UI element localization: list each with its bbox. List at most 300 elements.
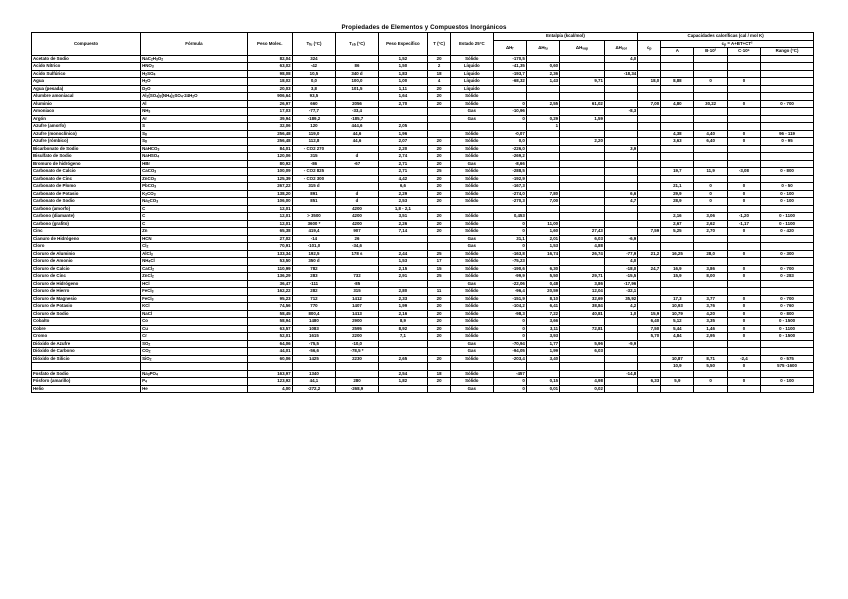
cell-cp [638,235,661,243]
cell-rango [761,370,814,378]
cell-dhfu [526,258,559,266]
cell-formula: ZnCl$_2$ [141,273,248,281]
cell-a: 8,88 [661,78,694,86]
cell-dhf: -99,9 [493,273,526,281]
cell-cp [638,355,661,363]
cell-peso-molec: 95,23 [247,295,292,303]
cell-dhf: -70,94 [493,340,526,348]
cell-a: 10,87 [661,355,694,363]
cell-temperatura: 20 [428,93,451,101]
cell-b [694,123,727,131]
cell-cp [638,303,661,311]
cell-dhvap: 6,03 [560,235,605,243]
cell-formula: Co [141,318,248,326]
table-row [32,55,814,63]
cell-cp [638,370,661,378]
cell-dhf: -288,5 [493,168,526,176]
cell-dhsol [604,100,637,108]
cell-b: 0 [694,183,727,191]
cell-dhf: 0 [493,333,526,341]
cell-peso-molec: 70,91 [247,243,292,251]
cell-dhfu [526,370,559,378]
cell-temperatura [428,243,451,251]
cell-c: 0 [727,303,760,311]
cell-dhfu [526,160,559,168]
cell-compuesto: Alumbre amoniacal [32,93,141,101]
cell-dhfu: 3,40 [526,355,559,363]
table-row [32,70,814,78]
cell-peso-molec: 4,00 [247,385,292,393]
cell-peso-molec: 63,02 [247,63,292,71]
table-row [32,115,814,123]
cell-dhf: -163,8 [493,250,526,258]
cell-compuesto: Cianuro de Hidrógeno [32,235,141,243]
cell-peso-especifico: 1,99 [378,303,427,311]
cell-peso-molec: 906,64 [247,93,292,101]
cell-b [694,235,727,243]
header-tfu: $T_{fu}$ (°C) [292,33,336,56]
header-capacidades: Capacidades caloríficas (cal / mol K) [638,33,814,41]
cell-c: 0 [727,250,760,258]
cell-temperatura: 20 [428,138,451,146]
table-row [32,175,814,183]
cell-dhfu: 2,36 [526,70,559,78]
cell-cp [638,243,661,251]
header-rango: Rango (°C) [761,48,814,56]
cell-peso-molec: 82,04 [247,55,292,63]
cell-rango: 0 - 100 [761,190,814,198]
cell-cp [638,220,661,228]
cell-peso-molec: 120,06 [247,153,292,161]
cell-estado: Sólido [451,168,493,176]
cell-peso-molec: 53,50 [247,258,292,266]
cell-c: 0 [727,265,760,273]
cell-compuesto: Dióxido de Carbono [32,348,141,356]
cell-dhvap [560,190,605,198]
cell-b: 3,76 [694,303,727,311]
cell-estado [451,123,493,131]
cell-c [727,205,760,213]
table-row [32,213,814,221]
cell-dhfu [526,168,559,176]
cell-peso-molec: 256,48 [247,130,292,138]
cell-teb [336,183,378,191]
cell-dhf: -457 [493,370,526,378]
cell-peso-molec: 123,92 [247,378,292,386]
cell-rango: 0 - 800 [761,310,814,318]
cell-cp: 18,0 [638,78,661,86]
cell-c: 0 [727,318,760,326]
cell-cp: 7,00 [638,100,661,108]
cell-b: 0 [694,190,727,198]
cell-teb: 4200 [336,220,378,228]
cell-c: -1,20 [727,213,760,221]
cell-cp [638,273,661,281]
cell-b [694,280,727,288]
cell-formula: Ar [141,115,248,123]
cell-b: 1,46 [694,325,727,333]
cell-dhfu [526,175,559,183]
cell-dhfu [526,93,559,101]
properties-table [31,32,814,393]
cell-dhvap [560,363,605,371]
cell-tfu: 119,0 [292,130,336,138]
cell-formula: $H_2O$ [141,78,248,86]
table-row [32,190,814,198]
cell-temperatura: 25 [428,273,451,281]
cell-dhsol: -18,34 [604,70,637,78]
cell-estado: Gas [451,243,493,251]
cell-estado: Sólido [451,55,493,63]
cell-cp [638,63,661,71]
cell-formula: $K_2CO_3$ [141,190,248,198]
cell-formula: Cu [141,325,248,333]
cell-dhfu: 1,43 [526,78,559,86]
cell-dhsol: -14,8 [604,370,637,378]
cell-rango: 0 - 50 [761,183,814,191]
cell-dhsol [604,363,637,371]
cell-estado: Sólido [451,138,493,146]
cell-estado: Sólido [451,295,493,303]
cell-rango: 0 - 95 [761,138,814,146]
table-row [32,235,814,243]
cell-formula: $S_8$ [141,138,248,146]
cell-peso-especifico: 2,44 [378,250,427,258]
cell-estado: Sólido [451,378,493,386]
cell-peso-molec: 256,48 [247,138,292,146]
cell-peso-especifico [378,385,427,393]
cell-temperatura: 18 [428,370,451,378]
cell-dhf: 0 [493,100,526,108]
cell-formula: C [141,213,248,221]
cell-rango [761,115,814,123]
cell-temperatura: 20 [428,213,451,221]
cell-peso-molec: 60,06 [247,355,292,363]
cell-c [727,280,760,288]
cell-peso-especifico: 8,92 [378,325,427,333]
table-row [32,265,814,273]
header-compuesto: Compuesto [32,33,141,56]
cell-teb: 44,6 [336,130,378,138]
cell-peso-especifico [378,115,427,123]
cell-temperatura: 20 [428,85,451,93]
cell-cp [638,123,661,131]
cell-dhsol [604,333,637,341]
cell-compuesto: Carbono (amorfo) [32,205,141,213]
cell-dhsol [604,205,637,213]
cell-formula: $NaC_2H_3O_2$ [141,55,248,63]
cell-estado: Gas [451,280,493,288]
cell-compuesto: Agua (pesada) [32,85,141,93]
cell-a [661,108,694,116]
cell-dhf: 0 [493,318,526,326]
cell-tfu: 712 [292,295,336,303]
cell-dhvap: 26,74 [560,250,605,258]
table-row [32,250,814,258]
cell-peso-molec: 12,01 [247,205,292,213]
cell-c: 0 [727,100,760,108]
cell-dhsol [604,348,637,356]
cell-teb: 1412 [336,295,378,303]
cell-dhsol: -15,5 [604,273,637,281]
cell-peso-molec [247,363,292,371]
cell-cp: 15,9 [638,310,661,318]
cell-peso-especifico: 2,15 [378,265,427,273]
cell-dhfu: 7,22 [526,310,559,318]
table-row [32,205,814,213]
cell-b: 4,20 [694,310,727,318]
cell-teb [336,55,378,63]
cell-a [661,85,694,93]
cell-temperatura: 20 [428,303,451,311]
cell-tfu: 112,8 [292,138,336,146]
cell-formula: $Cl_2$ [141,243,248,251]
cell-peso-especifico [378,363,427,371]
table-row [32,318,814,326]
cell-tfu: 782 [292,265,336,273]
cell-b: 8,71 [694,355,727,363]
cell-c [727,85,760,93]
cell-dhfu [526,363,559,371]
cell-cp [638,175,661,183]
cell-c [727,370,760,378]
cell-tfu: -56,6 [292,348,336,356]
cell-compuesto: Azufre (amorfo) [32,123,141,131]
cell-b [694,160,727,168]
table-row [32,130,814,138]
cell-dhsol [604,220,637,228]
cell-tfu: 891 [292,190,336,198]
cell-temperatura [428,280,451,288]
cell-a [661,70,694,78]
cell-estado: Sólido [451,198,493,206]
cell-estado: Sólido [451,228,493,236]
cell-tfu: -111 [292,280,336,288]
cell-teb: 1413 [336,310,378,318]
cell-teb: d [336,153,378,161]
cell-dhvap: 4,98 [560,378,605,386]
cell-a [661,385,694,393]
cell-dhfu: 0,60 [526,63,559,71]
table-row [32,325,814,333]
cell-temperatura: 20 [428,325,451,333]
table-row [32,168,814,176]
cell-peso-molec: 17,03 [247,108,292,116]
table-row [32,160,814,168]
cell-c: 0 [727,190,760,198]
cell-tfu: 419,4 [292,228,336,236]
cell-a: 17,3 [661,295,694,303]
table-row [32,370,814,378]
cell-teb: 444,6 [336,123,378,131]
cell-dhfu [526,205,559,213]
cell-cp [638,183,661,191]
cell-a: 10,93 [661,303,694,311]
cell-dhsol [604,243,637,251]
cell-formula: NaHSO$_4$ [141,153,248,161]
cell-peso-especifico: 1,96 [378,130,427,138]
cell-dhvap: 0,02 [560,385,605,393]
cell-compuesto: Aluminio [32,100,141,108]
table-row [32,228,814,236]
cell-dhfu [526,183,559,191]
cell-temperatura [428,348,451,356]
cell-c: 0 [727,138,760,146]
cell-teb: 2200 [336,333,378,341]
cell-dhvap [560,70,605,78]
cell-cp [638,138,661,146]
cell-dhvap: 2,20 [560,138,605,146]
cell-dhvap: 61,02 [560,100,605,108]
cell-peso-especifico: 7,1 [378,333,427,341]
cell-peso-especifico: 2,20 [378,145,427,153]
cell-teb: -85 [336,280,378,288]
cell-dhsol [604,168,637,176]
cell-cp [638,85,661,93]
cell-teb: -78,5 * [336,348,378,356]
cell-dhvap [560,108,605,116]
cell-dhvap [560,145,605,153]
cell-dhf: 0 [493,115,526,123]
cell-dhsol: 4,0 [604,55,637,63]
cell-dhfu: 8,10 [526,295,559,303]
cell-rango: 0 - 100 [761,378,814,386]
cell-estado: Gas [451,340,493,348]
cell-cp [638,288,661,296]
cell-dhf: 0 [493,243,526,251]
cell-teb: 1407 [336,303,378,311]
cell-tfu: -75,5 [292,340,336,348]
cell-a: 29,9 [661,190,694,198]
cell-estado: Gas [451,348,493,356]
cell-dhvap: 29,71 [560,273,605,281]
cell-a: 10,79 [661,310,694,318]
cell-c [727,63,760,71]
cell-b [694,63,727,71]
cell-temperatura: 18 [428,70,451,78]
cell-a: 21,1 [661,183,694,191]
table-row [32,153,814,161]
cell-dhf: -274,0 [493,190,526,198]
cell-compuesto: Azufre (monoclínico) [32,130,141,138]
cell-rango: 0 - 100 [761,198,814,206]
cell-temperatura: 17 [428,258,451,266]
cell-peso-especifico: 1,83 [378,70,427,78]
cell-tfu: -101,0 [292,243,336,251]
cell-b: 3,35 [694,318,727,326]
cell-tfu: -189,2 [292,115,336,123]
cell-b [694,70,727,78]
cell-dhfu [526,108,559,116]
cell-temperatura [428,235,451,243]
cell-cp [638,108,661,116]
cell-teb: -34,6 [336,243,378,251]
cell-cp: 24,7 [638,265,661,273]
cell-dhvap: 32,69 [560,295,605,303]
table-row [32,348,814,356]
cell-b: 8,00 [694,273,727,281]
cell-rango [761,288,814,296]
cell-compuesto: Helio [32,385,141,393]
cell-a [661,258,694,266]
cell-estado: Gas [451,108,493,116]
cell-dhvap [560,355,605,363]
cell-cp [638,160,661,168]
cell-tfu: -272,2 [292,385,336,393]
cell-dhsol [604,153,637,161]
cell-rango: 0 - 700 [761,295,814,303]
cell-dhfu: 0,48 [526,280,559,288]
header-dhvap: $\Delta H_{vap}$ [560,40,605,55]
cell-c: -2,4 [727,355,760,363]
cell-tfu: 3,8 [292,85,336,93]
cell-compuesto: Cobre [32,325,141,333]
cell-tfu: -77,7 [292,108,336,116]
cell-dhsol: 6,6 [604,190,637,198]
cell-compuesto: Acido Sulfúrico [32,70,141,78]
cell-rango [761,175,814,183]
cell-dhf: 0 [493,385,526,393]
cell-peso-especifico: 1,50 [378,63,427,71]
cell-rango: 575 -1600 [761,363,814,371]
cell-peso-especifico: 4,42 [378,175,427,183]
cell-formula: HCl [141,280,248,288]
cell-b: 28,0 [694,250,727,258]
cell-compuesto: Carbonato de Sodio [32,198,141,206]
cell-temperatura: 20 [428,220,451,228]
cell-teb: 26 [336,235,378,243]
cell-peso-molec: 39,94 [247,115,292,123]
cell-a: 5,12 [661,318,694,326]
cell-cp [638,145,661,153]
cell-formula: $SO_2$ [141,340,248,348]
cell-tfu: 324 [292,55,336,63]
table-row [32,220,814,228]
cell-cp [638,130,661,138]
cell-temperatura: 25 [428,250,451,258]
cell-temperatura: 4 [428,78,451,86]
cell-dhsol: -9,9 [604,340,637,348]
cell-formula: $NH_4Cl$ [141,258,248,266]
cell-dhvap: 27,43 [560,228,605,236]
cell-formula: $H_2SO_4$ [141,70,248,78]
cell-peso-especifico: 2,91 [378,273,427,281]
cell-dhfu: 3,93 [526,333,559,341]
cell-rango [761,385,814,393]
cell-a [661,55,694,63]
cell-a [661,280,694,288]
cell-dhfu: 20,59 [526,288,559,296]
cell-compuesto: Cinc [32,228,141,236]
cell-dhfu: 7,80 [526,190,559,198]
cell-teb [336,258,378,266]
cell-peso-molec: 64,06 [247,340,292,348]
cell-cp [638,115,661,123]
cell-peso-especifico: 2,74 [378,153,427,161]
cell-estado: Líquido [451,78,493,86]
cell-teb: 340 d [336,70,378,78]
cell-peso-especifico: 8,9 [378,318,427,326]
cell-formula: $HNO_3$ [141,63,248,71]
cell-estado [451,363,493,371]
cell-estado: Sólido [451,318,493,326]
cell-peso-especifico: 6,6 [378,183,427,191]
cell-compuesto: Fosfato de Sodio [32,370,141,378]
cell-tfu: -14 [292,235,336,243]
table-row [32,310,814,318]
cell-peso-molec: 44,01 [247,348,292,356]
cell-temperatura [428,385,451,393]
